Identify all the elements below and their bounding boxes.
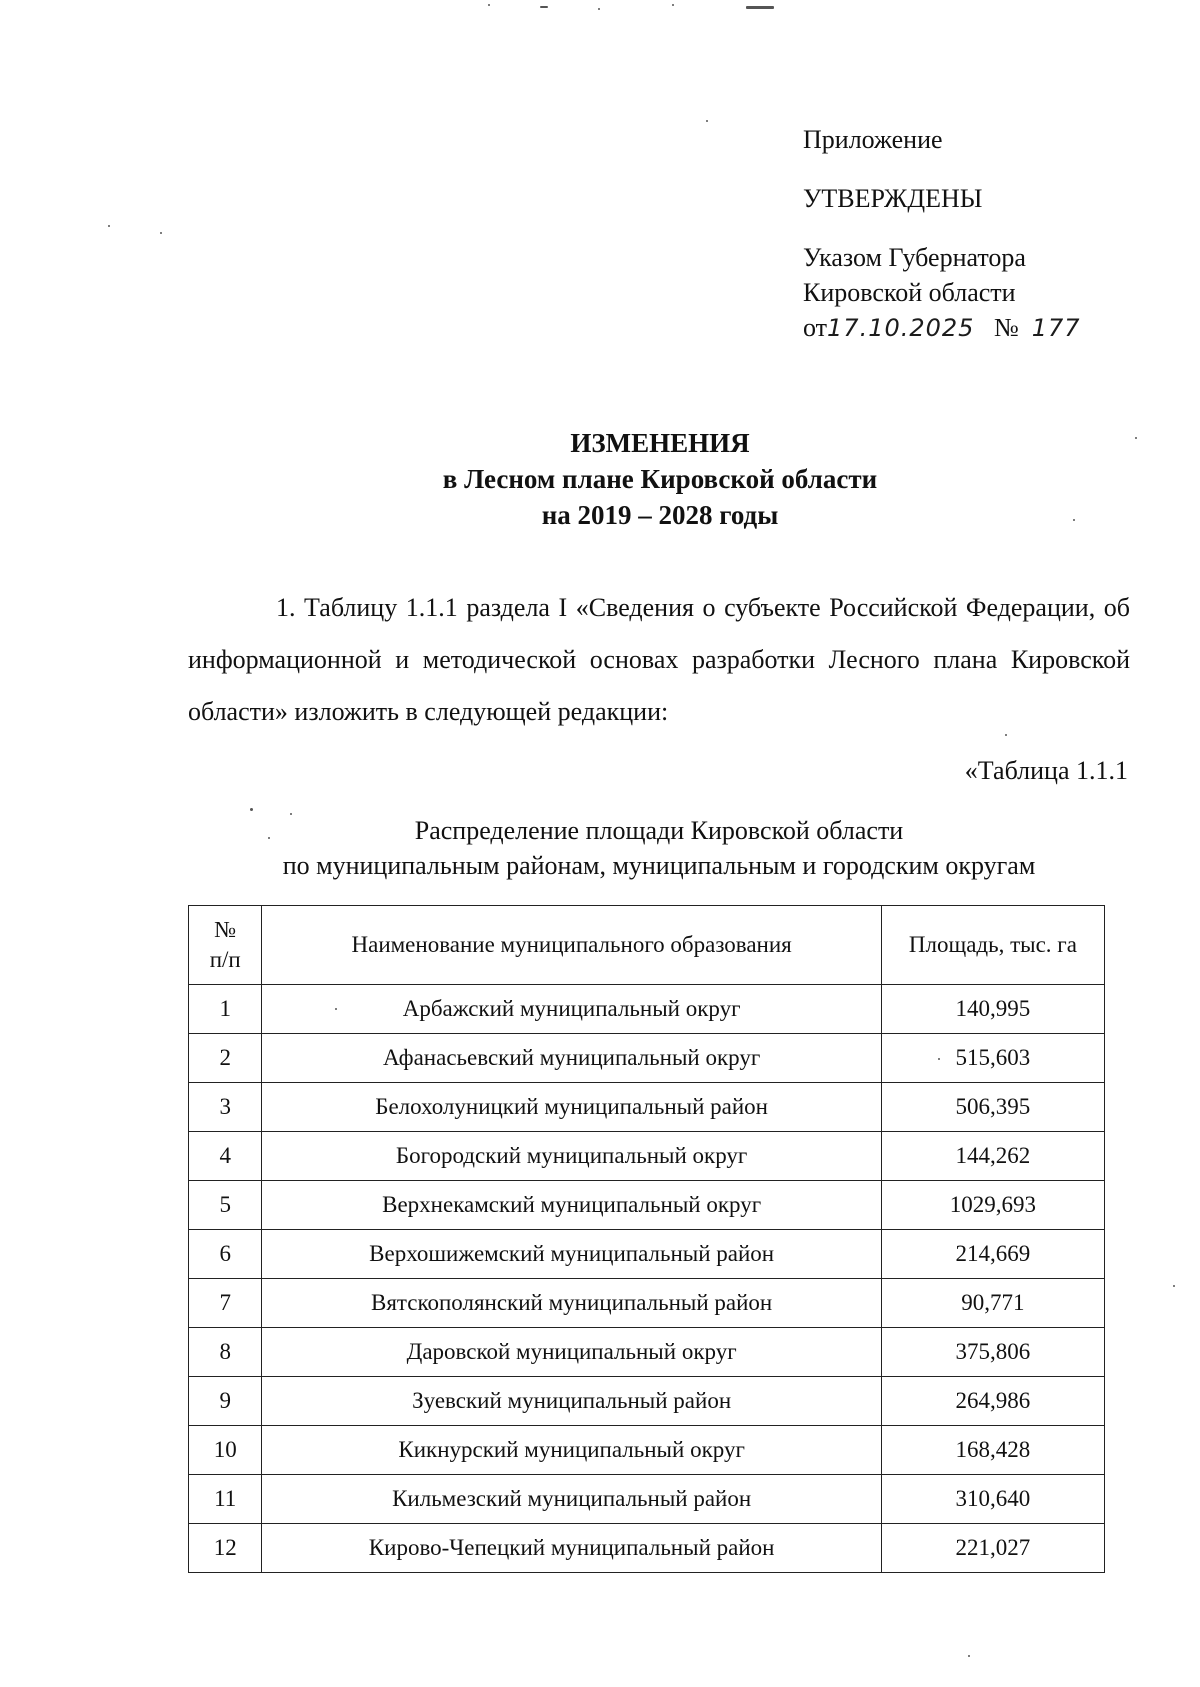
row-area: 221,027 [881,1524,1104,1573]
paragraph-text: 1. Таблицу 1.1.1 раздела I «Сведения о субъекте Российской Федерации, об информационной и методической основах разработки Лесного плана Кировской области» изложить в следующей редакции: [188,593,1130,726]
decree-line-2: Кировской области [803,278,1016,307]
body-paragraph [188,582,1130,738]
scan-speck [598,8,600,10]
row-area: 90,771 [881,1279,1104,1328]
number-prefix: № [993,313,1019,342]
scan-speck [335,1008,337,1010]
scan-speck [968,1655,970,1657]
scan-speck [1135,437,1137,439]
row-number: 10 [189,1426,262,1475]
row-area: 375,806 [881,1328,1104,1377]
table-row [189,1426,1105,1475]
row-number: 8 [189,1328,262,1377]
row-number: 4 [189,1132,262,1181]
scan-speck [488,4,490,6]
table-row [189,1181,1105,1230]
row-name: Верхнекамский муниципальный округ [262,1181,881,1230]
row-name: Вятскополянский муниципальный район [262,1279,881,1328]
area-table [188,905,1105,1573]
scan-speck [268,837,270,839]
row-number: 9 [189,1377,262,1426]
row-number: 3 [189,1083,262,1132]
table-row [189,1524,1105,1573]
scan-speck [1073,519,1075,521]
row-number: 2 [189,1034,262,1083]
table-row [189,1230,1105,1279]
row-area: 264,986 [881,1377,1104,1426]
table-row [189,1083,1105,1132]
row-area: 506,395 [881,1083,1104,1132]
scan-speck [108,225,110,227]
table-header-row [189,906,1105,985]
row-number: 7 [189,1279,262,1328]
row-area: 140,995 [881,985,1104,1034]
row-name: Даровской муниципальный округ [262,1328,881,1377]
header-number: № п/п [189,906,262,985]
handwritten-date: 17.10.2025 [827,314,975,342]
scan-speck [290,813,292,815]
decree-date-line [803,310,1081,346]
table-label: «Таблица 1.1.1 [964,756,1128,785]
row-name: Арбажский муниципальный округ [262,985,881,1034]
row-name: Верхошижемский муниципальный район [262,1230,881,1279]
row-number: 5 [189,1181,262,1230]
row-area: 515,603 [881,1034,1104,1083]
approval-block [803,122,1081,346]
row-area: 310,640 [881,1475,1104,1524]
row-area: 168,428 [881,1426,1104,1475]
table-caption [188,813,1130,883]
title-line-2: в Лесном плане Кировской области [442,464,878,494]
scan-speck [250,808,253,811]
decree-line-1: Указом Губернатора [803,243,1026,272]
handwritten-number: 177 [1031,314,1081,342]
scan-speck [746,6,774,9]
table-row [189,1377,1105,1426]
row-name: Кикнурский муниципальный округ [262,1426,881,1475]
row-name: Афанасьевский муниципальный округ [262,1034,881,1083]
row-area: 1029,693 [881,1181,1104,1230]
caption-line-2: по муниципальным районам, муниципальным и городским округам [282,851,1036,880]
appendix-label: Приложение [803,125,943,154]
row-name: Кирово-Чепецкий муниципальный район [262,1524,881,1573]
scan-speck [1005,734,1007,736]
scan-speck [160,232,162,234]
row-number: 11 [189,1475,262,1524]
caption-line-1: Распределение площади Кировской области [414,816,904,845]
document-title [0,425,1200,533]
row-name: Белохолуницкий муниципальный район [262,1083,881,1132]
row-number: 1 [189,985,262,1034]
title-line-1: ИЗМЕНЕНИЯ [570,428,750,458]
header-area: Площадь, тыс. га [881,906,1104,985]
row-number: 12 [189,1524,262,1573]
scan-speck [938,1058,940,1060]
row-name: Зуевский муниципальный район [262,1377,881,1426]
row-number: 6 [189,1230,262,1279]
scan-speck [540,6,548,8]
header-name: Наименование муниципального образования [262,906,881,985]
date-prefix: от [803,313,828,342]
table-row [189,985,1105,1034]
row-area: 214,669 [881,1230,1104,1279]
title-line-3: на 2019 – 2028 годы [541,500,779,530]
scan-speck [1173,1285,1175,1287]
table-row [189,1475,1105,1524]
table-row [189,1279,1105,1328]
table-row [189,1034,1105,1083]
scan-speck [706,120,708,122]
row-area: 144,262 [881,1132,1104,1181]
row-name: Богородский муниципальный округ [262,1132,881,1181]
scan-speck [672,4,674,6]
table-row [189,1132,1105,1181]
table-row [189,1328,1105,1377]
row-name: Кильмезский муниципальный район [262,1475,881,1524]
approved-label: УТВЕРЖДЕНЫ [803,184,983,213]
